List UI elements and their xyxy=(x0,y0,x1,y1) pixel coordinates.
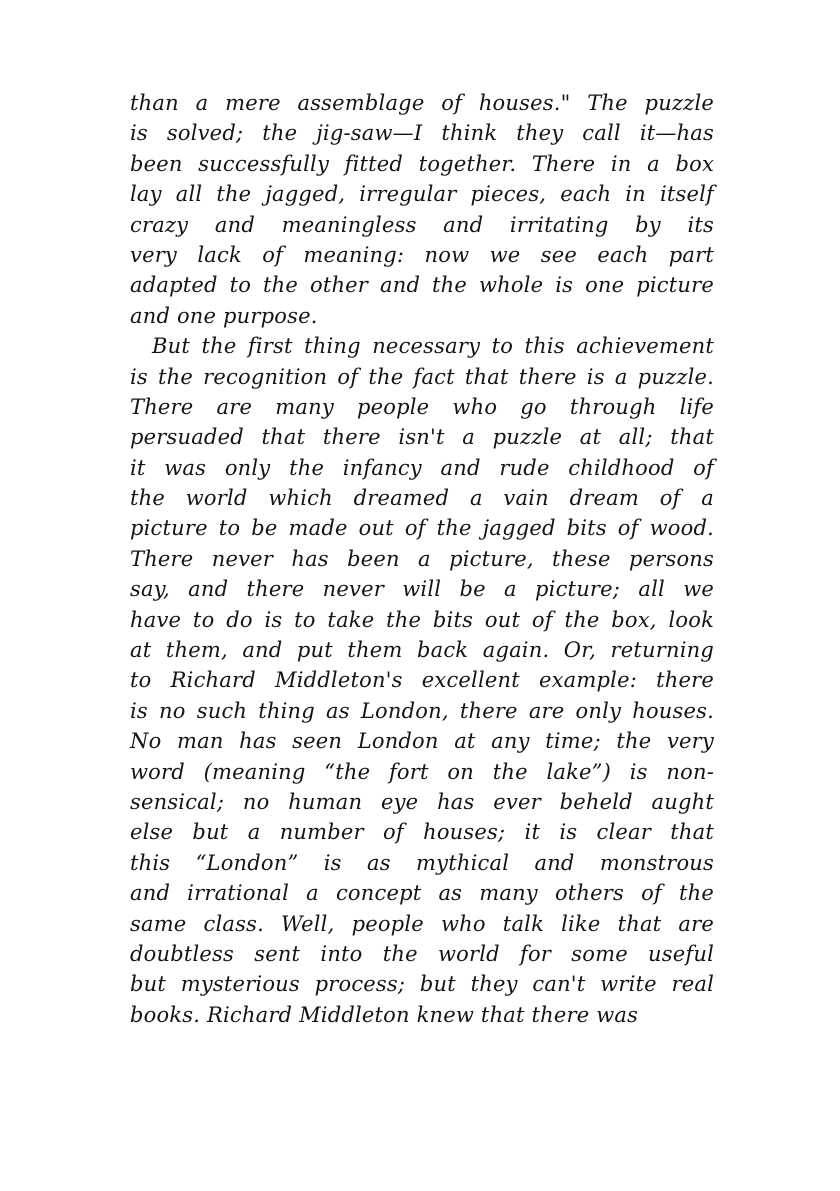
text-line: is solved; the jig-saw—I think they call it—has xyxy=(130,121,714,146)
text-line: books. Richard Middleton knew that there was xyxy=(130,1002,639,1027)
text-line: adapted to the other and the whole is one picture xyxy=(130,273,714,298)
text-line: There are many people who go through life xyxy=(130,394,714,419)
text-line: But the first thing necessary to this achievement xyxy=(152,334,714,359)
text-line: same class. Well, people who talk like that are xyxy=(130,911,714,936)
text-line: No man has seen London at any time; the very xyxy=(130,729,714,754)
text-line: sensical; no human eye has ever beheld aught xyxy=(130,789,714,814)
body-text xyxy=(130,88,714,1030)
text-line: it was only the infancy and rude childhood of xyxy=(130,455,714,480)
text-line: doubtless sent into the world for some useful xyxy=(130,941,714,966)
text-line: say, and there never will be a picture; all we xyxy=(130,577,714,602)
text-line: at them, and put them back again. Or, returning xyxy=(130,638,714,663)
text-line: been successfully fitted together. There in a box xyxy=(130,151,714,176)
text-line: and one purpose. xyxy=(130,303,318,328)
text-line: but mysterious process; but they can't write real xyxy=(130,972,714,997)
paragraph-2 xyxy=(130,331,714,1030)
text-line: than a mere assemblage of houses." The puzzle xyxy=(130,91,714,115)
text-line: to Richard Middleton's excellent example: there xyxy=(130,668,714,693)
text-line: There never has been a picture, these persons xyxy=(130,546,714,571)
text-line: word (meaning “the fort on the lake”) is non- xyxy=(130,759,714,784)
text-line: the world which dreamed a vain dream of a xyxy=(130,486,714,511)
text-line: crazy and meaningless and irritating by its xyxy=(130,212,714,237)
text-line: picture to be made out of the jagged bits of wood. xyxy=(130,516,714,541)
paragraph-1 xyxy=(130,88,714,331)
text-line: very lack of meaning: now we see each part xyxy=(130,242,714,267)
text-line: this “London” is as mythical and monstrous xyxy=(130,850,714,875)
text-line: else but a number of houses; it is clear that xyxy=(130,820,714,845)
text-line: is no such thing as London, there are only houses. xyxy=(130,698,714,723)
text-line: have to do is to take the bits out of the box, look xyxy=(130,607,714,632)
text-line: is the recognition of the fact that there is a puzzle. xyxy=(130,364,714,389)
text-line: and irrational a concept as many others of the xyxy=(130,881,714,906)
text-line: lay all the jagged, irregular pieces, each in itself xyxy=(130,182,714,207)
text-line: persuaded that there isn't a puzzle at all; that xyxy=(130,425,714,450)
